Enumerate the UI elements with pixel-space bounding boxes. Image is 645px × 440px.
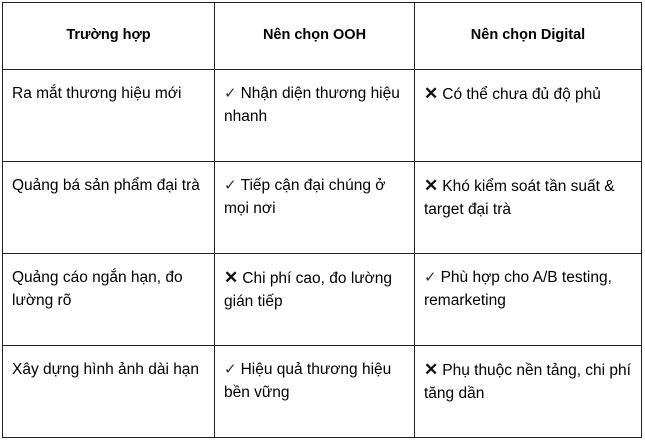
digital-text: Có thể chưa đủ độ phủ xyxy=(442,86,601,103)
cell-case xyxy=(3,70,215,162)
cell-ooh xyxy=(215,346,415,438)
case-text: Quảng bá sản phẩm đại trà xyxy=(12,177,200,194)
check-icon: ✓ xyxy=(224,361,237,378)
cross-icon: ✕ xyxy=(224,268,239,287)
cross-icon: ✕ xyxy=(424,360,439,379)
comparison-table xyxy=(2,2,642,438)
cell-ooh xyxy=(215,162,415,254)
check-icon: ✓ xyxy=(224,85,237,102)
header-ooh: Nên chọn OOH xyxy=(215,3,415,70)
cell-digital xyxy=(415,346,642,438)
cell-digital xyxy=(415,70,642,162)
cell-digital xyxy=(415,254,642,346)
table-row xyxy=(3,254,642,346)
header-row xyxy=(3,3,642,70)
digital-text: Phụ thuộc nền tảng, chi phí tăng dần xyxy=(424,362,631,402)
check-icon: ✓ xyxy=(224,177,237,194)
digital-text: Phù hợp cho A/B testing, remarketing xyxy=(424,269,612,309)
digital-text: Khó kiểm soát tần suất & target đại trà xyxy=(424,178,615,218)
check-icon: ✓ xyxy=(424,269,437,286)
cell-case xyxy=(3,162,215,254)
ooh-text: Nhận diện thương hiệu nhanh xyxy=(224,85,400,125)
cell-digital xyxy=(415,162,642,254)
ooh-text: Tiếp cận đại chúng ở mọi nơi xyxy=(224,177,386,217)
cross-icon: ✕ xyxy=(424,84,439,103)
cell-case xyxy=(3,254,215,346)
ooh-text: Chi phí cao, đo lường gián tiếp xyxy=(224,270,393,310)
cell-ooh xyxy=(215,70,415,162)
table-row xyxy=(3,346,642,438)
case-text: Ra mắt thương hiệu mới xyxy=(12,85,182,102)
table-row xyxy=(3,70,642,162)
table-row xyxy=(3,162,642,254)
case-text: Xây dựng hình ảnh dài hạn xyxy=(12,361,200,378)
case-text: Quảng cáo ngắn hạn, đo lường rõ xyxy=(12,269,183,309)
ooh-text: Hiệu quả thương hiệu bền vững xyxy=(224,361,392,401)
cell-case xyxy=(3,346,215,438)
header-digital: Nên chọn Digital xyxy=(415,3,642,70)
cross-icon: ✕ xyxy=(424,176,439,195)
cell-ooh xyxy=(215,254,415,346)
header-case: Trường hợp xyxy=(3,3,215,70)
